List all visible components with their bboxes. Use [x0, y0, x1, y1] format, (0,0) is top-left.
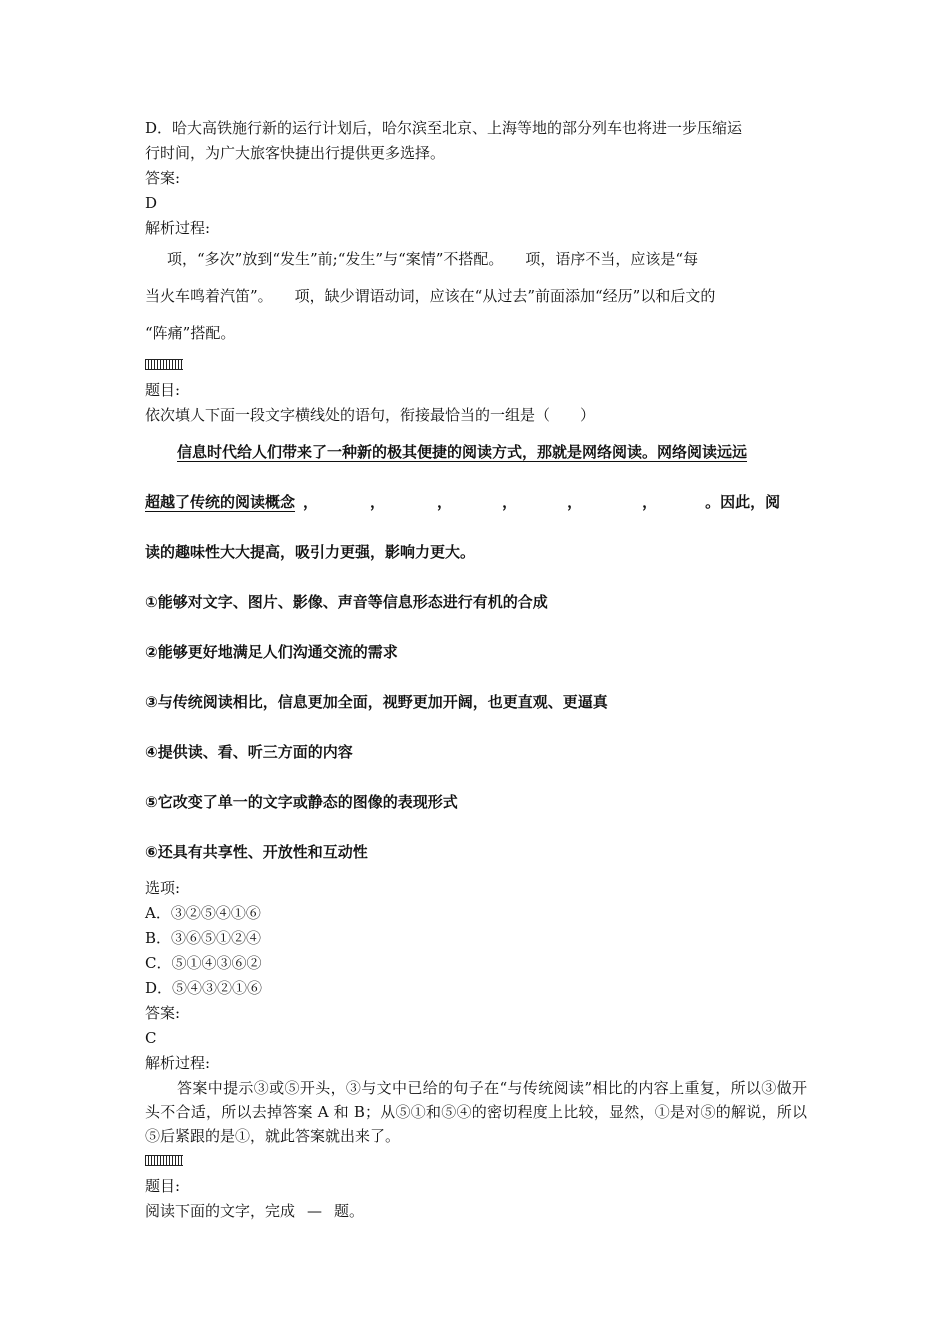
blank-comma: ，: [567, 493, 583, 511]
analysis-text: 项，语序不当，应该是“每: [525, 250, 699, 268]
item-1: ①能够对文字、图片、影像、声音等信息形态进行有机的合成: [145, 593, 548, 611]
item-3: ③与传统阅读相比，信息更加全面，视野更加开阔，也更直观、更逼真: [145, 693, 608, 711]
answer-value: D: [145, 194, 158, 212]
item-6: ⑥还具有共享性、开放性和互动性: [145, 843, 368, 861]
answer-value: C: [145, 1029, 157, 1047]
question-stem: [145, 1201, 364, 1221]
blank-comma: ，: [370, 493, 386, 511]
blank-comma: ，: [437, 493, 453, 511]
blank-comma: ，: [303, 493, 319, 511]
analysis-text: 项，“多次”放到“发生”前;“发生”与“案情”不搭配。: [167, 250, 504, 268]
passage-text: 超越了传统的阅读概念: [145, 493, 296, 511]
analysis-label: 解析过程:: [145, 219, 211, 237]
passage-line-2: [145, 492, 780, 512]
question-separator: [145, 359, 183, 370]
question-label: 题目:: [145, 1177, 181, 1195]
question-stem: 依次填人下面一段文字横线处的语句，衔接最恰当的一组是（ ）: [145, 406, 596, 424]
options-label: 选项:: [145, 879, 181, 897]
passage-text: 。因此，阅: [705, 493, 781, 511]
option-b: B．③⑥⑤①②④: [145, 929, 262, 947]
analysis-text: 当火车鸣着汽笛”。: [145, 287, 273, 305]
analysis-line-3: “阵痛”搭配。: [145, 324, 236, 342]
option-d-line2: 行时间，为广大旅客快捷出行提供更多选择。: [145, 144, 446, 162]
answer-label: 答案:: [145, 1004, 181, 1022]
analysis-line-1: [145, 249, 698, 269]
option-d-line1: D．哈大高铁施行新的运行计划后，哈尔滨至北京、上海等地的部分列车也将进一步压缩运: [145, 119, 743, 137]
passage-line-3: 读的趣味性大大提高，吸引力更强，影响力更大。: [145, 543, 476, 561]
stem-text: 题。: [334, 1202, 365, 1220]
item-5: ⑤它改变了单一的文字或静态的图像的表现形式: [145, 793, 458, 811]
item-4: ④提供读、看、听三方面的内容: [145, 743, 353, 761]
analysis-label: 解析过程:: [145, 1054, 211, 1072]
option-d: D．⑤④③②①⑥: [145, 979, 263, 997]
blank-comma: ，: [502, 493, 518, 511]
analysis-paragraph: 答案中提示③或⑤开头，③与文中已给的句子在“与传统阅读”相比的内容上重复，所以③做开头不合适，所以去掉答案 A 和 B；从⑤①和⑤④的密切程度上比较，显然，①是对⑤的解说，所以⑤后紧跟的是①，就此答案就出来了。: [145, 1079, 807, 1145]
passage-line-1: 信息时代给人们带来了一种新的极其便捷的阅读方式，那就是网络阅读。网络阅读远远: [177, 443, 748, 461]
question-label: 题目:: [145, 381, 181, 399]
item-2: ②能够更好地满足人们沟通交流的需求: [145, 643, 398, 661]
stem-text: 阅读下面的文字，完成: [145, 1202, 296, 1220]
stem-dash: —: [307, 1202, 323, 1220]
blank-comma: ，: [642, 493, 658, 511]
analysis-text: 项，缺少谓语动词，应该在“从过去”前面添加“经历”以和后文的: [294, 287, 716, 305]
answer-label: 答案:: [145, 169, 181, 187]
analysis-line-2: [145, 286, 715, 306]
question-separator: [145, 1155, 183, 1166]
option-c: C．⑤①④③⑥②: [145, 954, 262, 972]
option-a: A．③②⑤④①⑥: [145, 904, 261, 922]
